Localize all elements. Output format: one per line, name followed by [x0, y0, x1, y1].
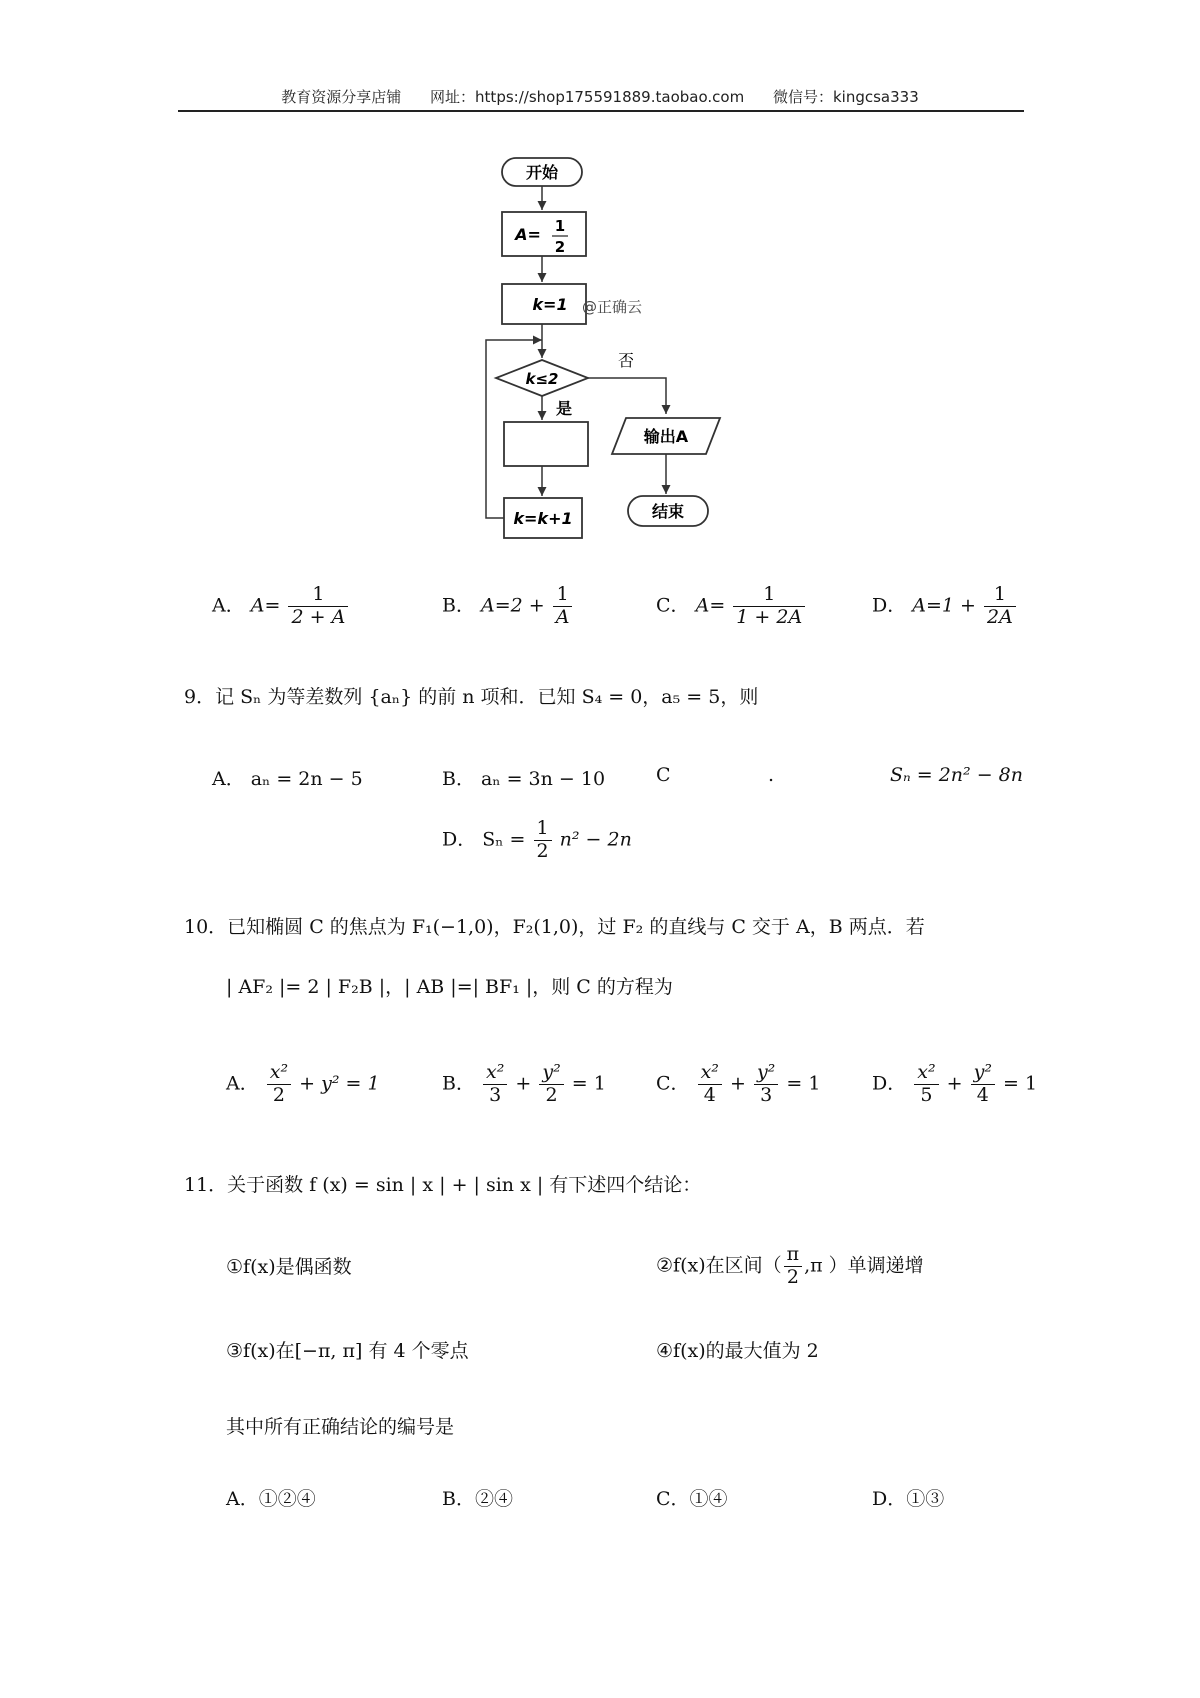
q11-option-b[interactable]: B．②④ [442, 1488, 513, 1510]
q9-option-b[interactable]: B． aₙ = 3n − 10 [442, 768, 606, 790]
q8-option-d[interactable] [872, 584, 1018, 629]
q9-option-d[interactable] [442, 818, 632, 863]
q10-option-b[interactable]: B． $\frac{\text{x²}}{3}$ + $\frac{\text{y²}}{2}$ = 1 [442, 1061, 606, 1106]
header-wechat: 微信号：kingcsa333 [772, 88, 919, 106]
q9-d-rest: n² − 2n [559, 828, 632, 851]
flow-watermark: @正确云 [582, 298, 643, 316]
q8-a-label: A． [212, 594, 245, 617]
q8-b-label: B． [442, 594, 475, 617]
q8-option-c[interactable] [656, 584, 807, 629]
q9-option-c-dot: . [768, 764, 775, 786]
q10-line2: | AF₂ |= 2 | F₂B |，| AB |=| BF₁ |，则 C 的方程为 [226, 976, 673, 998]
q10-option-c[interactable]: C． $\frac{\text{x²}}{4}$ + $\frac{\text{y²}}{3}$ = 1 [656, 1061, 821, 1106]
q8-c-lhs: A= [695, 594, 726, 617]
q8-a-frac: $\frac{1}{2 + A}$ [288, 584, 348, 629]
q10-option-d[interactable]: D． $\frac{\text{x²}}{5}$ + $\frac{\text{y²}}{4}$ = 1 [872, 1061, 1038, 1106]
q11-option-d[interactable]: D．①③ [872, 1488, 945, 1510]
q10-option-a[interactable]: A． $\frac{\text{x²}}{2}$ + y² = 1 [226, 1061, 380, 1106]
flow-condition-label: k≤2 [525, 370, 559, 388]
flow-yes-label: 是 [555, 399, 573, 418]
flow-no-label: 否 [617, 351, 635, 370]
q8-b-frac: $\frac{1}{A}$ [553, 584, 573, 629]
q8-c-label: C． [656, 594, 690, 617]
q11-question: 其中所有正确结论的编号是 [226, 1416, 455, 1438]
header-shop: 教育资源分享店铺 [281, 88, 402, 106]
q11-conclusion-2: ②f(x)在区间（ $\frac{\pi}{2}$ ,π ）单调递增 [656, 1243, 924, 1288]
flow-end-label: 结束 [651, 502, 685, 521]
q8-a-lhs: A= [250, 594, 281, 617]
q9-d-frac: $\frac{1}{2}$ [534, 818, 552, 863]
flow-blank-box [504, 422, 588, 466]
q8-option-b[interactable] [442, 584, 574, 629]
q11-stem: 11．关于函数 f (x) = sin | x | + | sin x | 有下述四个结论： [184, 1174, 702, 1196]
q9-stem: 9．记 Sₙ 为等差数列 {aₙ} 的前 n 项和．已知 S₄ = 0，a₅ = 5，则 [184, 686, 759, 708]
flow-loop-arrow [486, 340, 542, 518]
q8-b-lhs: A=2 + [481, 594, 551, 617]
q8-d-frac: $\frac{1}{2A}$ [984, 584, 1016, 629]
q11-option-a[interactable]: A．①②④ [226, 1488, 316, 1510]
q11-conclusion-1: ①f(x)是偶函数 [226, 1256, 352, 1278]
flow-init-a-den: 2 [554, 238, 566, 256]
flow-output-label: 输出A [643, 427, 689, 446]
q11-option-c[interactable]: C．①④ [656, 1488, 728, 1510]
q11-conclusion-4: ④f(x)的最大值为 2 [656, 1340, 819, 1362]
header-url: 网址：https://shop175591889.taobao.com [430, 88, 745, 106]
flow-init-a-lhs: A= [515, 225, 541, 244]
q8-c-frac: $\frac{1}{1 + 2A}$ [733, 584, 805, 629]
q9-option-c-text[interactable]: Sₙ = 2n² − 8n [890, 764, 1023, 786]
flow-increment-label: k=k+1 [513, 509, 573, 528]
q10-line1: 10．已知椭圆 C 的焦点为 F₁(−1,0)，F₂(1,0)，过 F₂ 的直线与 C 交于 A，B 两点．若 [184, 916, 925, 938]
q8-d-label: D． [872, 594, 907, 617]
flow-start-label: 开始 [525, 163, 559, 182]
flowchart [0, 0, 1200, 560]
q9-option-c-label[interactable]: C [656, 764, 671, 786]
q8-option-a[interactable] [212, 584, 350, 629]
q9-d-label: D． Sₙ = [442, 828, 526, 851]
q8-d-lhs: A=1 + [912, 594, 983, 617]
q9-option-a[interactable]: A． aₙ = 2n − 5 [212, 768, 363, 790]
flow-init-a-num: 1 [554, 217, 566, 235]
q11-conclusion-3: ③f(x)在[−π, π] 有 4 个零点 [226, 1340, 469, 1362]
flow-init-k-label: k=1 [532, 295, 568, 314]
